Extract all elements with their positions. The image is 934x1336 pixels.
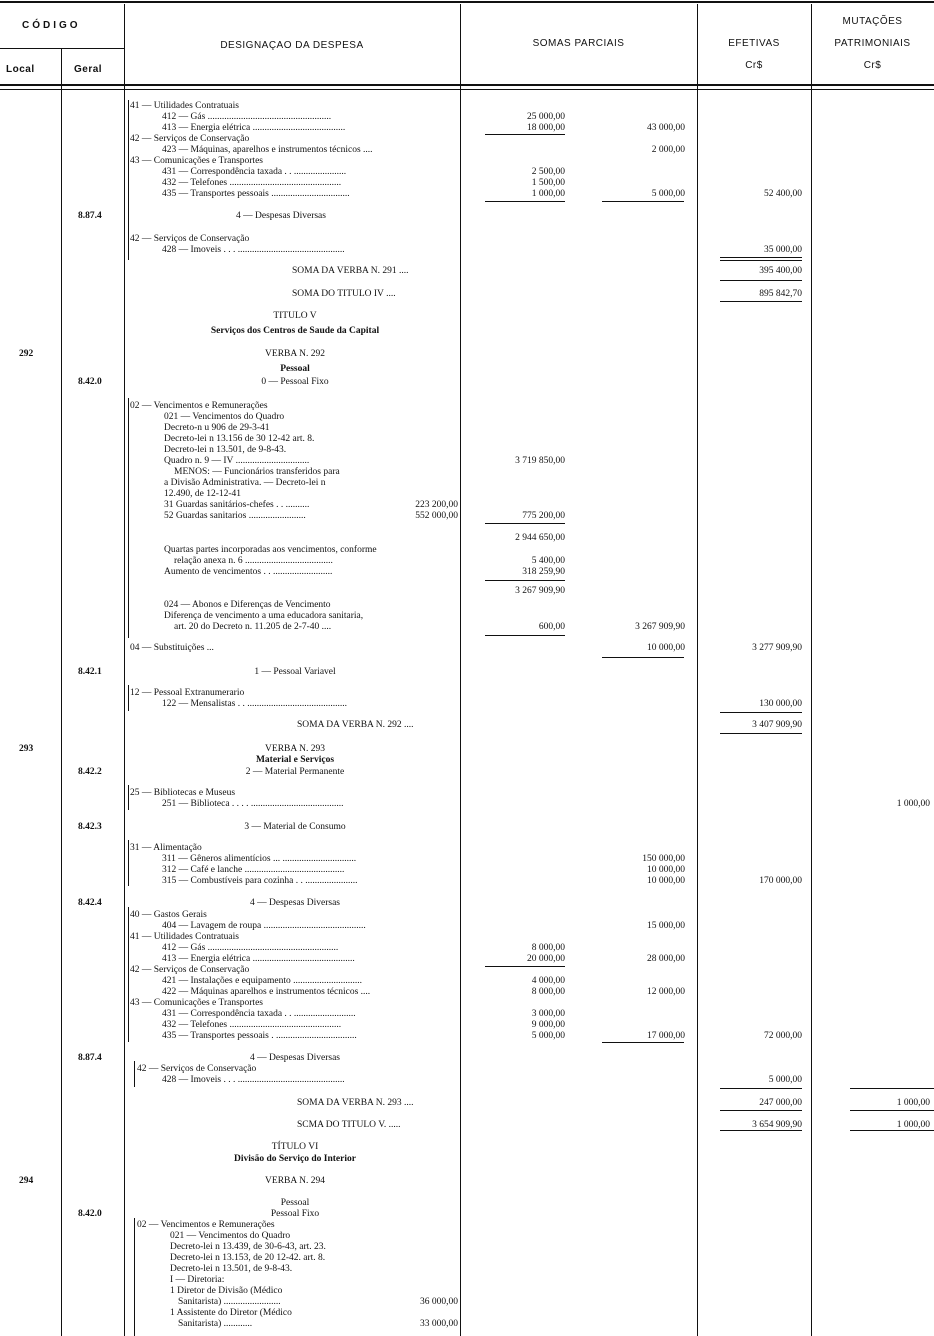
partial-sum-1: 18 000,00 (527, 123, 565, 133)
row-description: 42 — Serviços de Conservação (130, 134, 250, 144)
sum-rule (720, 280, 802, 281)
row-description: 1 Diretor de Divisão (Médico (170, 1286, 283, 1296)
geral-code: 8.42.1 (78, 667, 102, 677)
row-description: Sanitarista) ............ (178, 1319, 253, 1329)
local-code: 294 (19, 1176, 34, 1186)
sum-rule (850, 1110, 934, 1111)
partial-sum-2: 10 000,00 (647, 876, 685, 886)
inline-amount: 36 000,00 (420, 1297, 458, 1307)
header-somas-parciais: SOMAS PARCIAIS (532, 38, 625, 49)
col-divider-local (61, 48, 62, 1336)
row-heading: 1 — Pessoal Variavel (254, 667, 336, 677)
partial-sum-2: 10 000,00 (647, 643, 685, 653)
partial-sum-2: 150 000,00 (642, 854, 685, 864)
row-heading: TITULO V (273, 311, 317, 321)
geral-code: 8.87.4 (78, 1053, 102, 1063)
row-description: SOMA DA VERBA N. 293 .... (297, 1098, 414, 1108)
partial-sum-1: 3 719 850,00 (515, 456, 565, 466)
partial-sum-2: 43 000,00 (647, 123, 685, 133)
row-description: 315 — Combustíveis para cozinha . . ...................... (162, 876, 358, 886)
row-description: I — Diretoria: (170, 1275, 225, 1285)
sum-rule (720, 733, 802, 734)
header-mutacoes-unit: Cr$ (863, 60, 882, 71)
row-description: SCMA DO TITULO V. ..... (297, 1120, 401, 1130)
row-description: 31 Guardas sanitários-chefes . . .......... (164, 500, 310, 510)
header-patrimoniais: PATRIMONIAIS (834, 38, 911, 49)
partial-sum-1: 2 944 650,00 (515, 533, 565, 543)
row-description: 428 — Imoveis . . . ............................................. (162, 1075, 345, 1085)
row-heading: VERBA N. 292 (265, 349, 325, 359)
sum-rule (720, 1110, 802, 1111)
col-divider-designacao (460, 4, 461, 1336)
efetivas-amount: 395 400,00 (759, 266, 802, 276)
row-heading: Serviços dos Centros de Saude da Capital (210, 326, 380, 336)
efetivas-amount: 52 400,00 (764, 189, 802, 199)
col-divider-efetivas (811, 4, 812, 1336)
row-description: 42 — Serviços de Conservação (130, 965, 250, 975)
row-description: 413 — Energia elétrica ........................................... (162, 954, 355, 964)
partial-sum-2: 15 000,00 (647, 921, 685, 931)
row-description: 432 — Telefones ............................................... (162, 178, 342, 188)
row-heading: 0 — Pessoal Fixo (261, 377, 329, 387)
partial-sum-1: 5 400,00 (531, 556, 565, 566)
row-description: Decreto-lei n 13.153, de 20 12-42. art. 8. (170, 1253, 326, 1263)
row-description: 024 — Abonos e Diferenças de Vencimento (164, 600, 331, 610)
geral-code: 8.87.4 (78, 211, 102, 221)
sum-rule (485, 635, 565, 636)
row-description: 31 — Alimentação (130, 843, 202, 853)
local-code: 293 (19, 744, 34, 754)
inline-amount: 552 000,00 (415, 511, 458, 521)
inline-amount: 223 200,00 (415, 500, 458, 510)
row-heading: 4 — Despesas Diversas (250, 1053, 340, 1063)
row-description: 421 — Instalações e equipamento ............................. (162, 976, 362, 986)
header-bottom-rule (0, 84, 934, 86)
inline-amount: 33 000,00 (420, 1319, 458, 1329)
row-description: 412 — Gás .................................................... (162, 112, 332, 122)
row-description: 12.490, de 12-12-41 (164, 489, 242, 499)
row-heading: Material e Serviços (255, 755, 335, 765)
partial-sum-2: 28 000,00 (647, 954, 685, 964)
row-heading: Pessoal (280, 364, 310, 374)
sum-rule (485, 580, 565, 581)
row-description: Decreto-n u 906 de 29-3-41 (164, 423, 270, 433)
row-heading: 2 — Material Permanente (245, 767, 345, 777)
bracket-line (134, 1061, 135, 1087)
bracket-line (128, 840, 129, 886)
geral-code: 8.42.4 (78, 898, 102, 908)
row-description: 40 — Gastos Gerais (130, 910, 207, 920)
header-codigo: CÓDIGO (22, 20, 81, 31)
row-description: 423 — Máquinas, aparelhos e instrumentos técnicos .... (162, 145, 373, 155)
bracket-line (128, 398, 129, 638)
partial-sum-1: 775 200,00 (522, 511, 565, 521)
bracket-line (134, 1218, 135, 1336)
header-efetivas: EFETIVAS (728, 38, 780, 49)
top-rule (0, 1, 934, 3)
row-description: 25 — Bibliotecas e Museus (130, 788, 236, 798)
local-code: 292 (19, 349, 34, 359)
codigo-divider (0, 48, 124, 49)
row-description: Decreto-lei n 13.501, de 9-8-43. (164, 445, 287, 455)
row-description: 311 — Gêneros alimentícios ... ............................... (162, 854, 357, 864)
efetivas-amount: 3 277 909,90 (752, 643, 802, 653)
sum-rule (720, 260, 802, 261)
row-description: 404 — Lavagem de roupa ........................................... (162, 921, 366, 931)
row-description: 02 — Vencimentos e Remunerações (130, 401, 268, 411)
row-description: Decreto-lei n 13.156 de 30 12-42 art. 8. (164, 434, 315, 444)
row-description: 412 — Gás ....................................................... (162, 943, 339, 953)
partial-sum-2: 5 000,00 (651, 189, 685, 199)
mutacoes-amount: 1 000,00 (896, 1098, 930, 1108)
row-description: 422 — Máquinas aparelhos e instrumentos técnicos .... (162, 987, 371, 997)
row-description: 431 — Correspondência taxada . . ...................... (162, 167, 347, 177)
row-description: 41 — Utilidades Contratuais (130, 101, 239, 111)
row-description: 12 — Pessoal Extranumerario (130, 688, 245, 698)
row-description: 42 — Serviços de Conservação (130, 234, 250, 244)
partial-sum-2: 10 000,00 (647, 865, 685, 875)
row-heading: Divisão do Serviço do Interior (234, 1154, 356, 1164)
row-description: 435 — Transportes pessoais ................................. (162, 189, 350, 199)
efetivas-amount: 3 654 909,90 (752, 1120, 802, 1130)
partial-sum-1: 2 500,00 (531, 167, 565, 177)
efetivas-amount: 5 000,00 (768, 1075, 802, 1085)
sum-rule (720, 301, 802, 302)
row-heading: 3 — Material de Consumo (244, 822, 346, 832)
partial-sum-2: 3 267 909,90 (635, 622, 685, 632)
partial-sum-1: 9 000,00 (531, 1020, 565, 1030)
header-efetivas-unit: Cr$ (745, 60, 763, 71)
header-mutacoes: MUTAÇÕES (842, 16, 903, 27)
row-heading: TÍTULO VI (271, 1142, 319, 1152)
row-description: 1 Assistente do Diretor (Médico (170, 1308, 292, 1318)
mutacoes-amount: 1 000,00 (896, 1120, 930, 1130)
partial-sum-1: 5 000,00 (531, 1031, 565, 1041)
row-description: 428 — Imoveis . . . ............................................. (162, 245, 345, 255)
sum-rule (485, 966, 565, 967)
row-description: Quadro n. 9 — IV ............................... (164, 456, 310, 466)
row-description: a Divisão Administrativa. — Decreto-lei n (164, 478, 326, 488)
partial-sum-1: 20 000,00 (527, 954, 565, 964)
geral-code: 8.42.0 (78, 1209, 102, 1219)
mutacoes-amount: 1 000,00 (896, 799, 930, 809)
header-designacao: DESIGNAÇAO DA DESPESA (220, 40, 364, 51)
bracket-line (128, 685, 129, 711)
partial-sum-1: 8 000,00 (531, 987, 565, 997)
efetivas-amount: 247 000,00 (759, 1098, 802, 1108)
partial-sum-1: 8 000,00 (531, 943, 565, 953)
sum-rule (485, 201, 565, 202)
partial-sum-2: 17 000,00 (647, 1031, 685, 1041)
efetivas-amount: 35 000,00 (764, 245, 802, 255)
row-heading: 4 — Despesas Diversas (250, 898, 340, 908)
row-heading: Pessoal (280, 1198, 310, 1208)
row-description: 43 — Comunicações e Transportes (130, 998, 263, 1008)
row-description: art. 20 do Decreto n. 11.205 de 2-7-40 .... (174, 622, 332, 632)
partial-sum-1: 1 500,00 (531, 178, 565, 188)
row-description: Aumento de vencimentos . . ......................... (164, 567, 333, 577)
partial-sum-2: 12 000,00 (647, 987, 685, 997)
row-description: 251 — Biblioteca . . . . ....................................... (162, 799, 344, 809)
efetivas-amount: 3 407 909,90 (752, 720, 802, 730)
sum-rule (720, 257, 802, 258)
row-heading: Pessoal Fixo (270, 1209, 320, 1219)
row-description: Decreto-lei n 13.439, de 30-6-43, art. 23. (170, 1242, 326, 1252)
row-description: 021 — Vencimentos do Quadro (164, 412, 285, 422)
row-description: 43 — Comunicações e Transportes (130, 156, 263, 166)
sum-rule (602, 657, 684, 658)
row-description: Sanitarista) ........................ (178, 1297, 281, 1307)
efetivas-amount: 72 000,00 (764, 1031, 802, 1041)
row-description: 42 — Serviços de Conservação (137, 1064, 257, 1074)
row-heading: VERBA N. 293 (265, 744, 325, 754)
row-description: 52 Guardas sanitarios ........................ (164, 511, 306, 521)
partial-sum-1: 318 259,90 (522, 567, 565, 577)
row-description: 4 — Despesas Diversas (236, 211, 326, 221)
geral-code: 8.42.3 (78, 822, 102, 832)
row-description: relação anexa n. 6 ..................................... (174, 556, 333, 566)
row-description: 02 — Vencimentos e Remunerações (137, 1220, 275, 1230)
partial-sum-1: 3 267 909,90 (515, 586, 565, 596)
sum-rule (602, 201, 684, 202)
bracket-line (128, 907, 129, 1042)
row-description: SOMA DA VERBA N. 292 .... (297, 720, 414, 730)
row-description: SOMA DA VERBA N. 291 .... (292, 266, 409, 276)
geral-code: 8.42.2 (78, 767, 102, 777)
efetivas-amount: 895 842,70 (759, 289, 802, 299)
sum-rule (485, 523, 565, 524)
bracket-line (128, 100, 129, 260)
row-description: 432 — Telefones ............................................... (162, 1020, 342, 1030)
row-description: 41 — Utilidades Contratuais (130, 932, 239, 942)
efetivas-amount: 130 000,00 (759, 699, 802, 709)
sum-rule (602, 1042, 684, 1043)
col-divider-somas (697, 4, 698, 1336)
row-description: Diferença de vencimento a uma educadora sanitaria, (164, 611, 364, 621)
row-heading: VERBA N. 294 (265, 1176, 325, 1186)
partial-sum-1: 600,00 (538, 622, 565, 632)
row-description: Quartas partes incorporadas aos vencimentos, conforme (164, 545, 377, 555)
row-description: 312 — Café e lanche .......................................... (162, 865, 345, 875)
sum-rule (850, 1088, 934, 1089)
col-divider-geral (124, 4, 125, 1336)
row-description: SOMA DO TITULO IV .... (292, 289, 396, 299)
row-description: MENOS: — Funcionários transferidos para (174, 467, 340, 477)
bracket-line (128, 785, 129, 810)
partial-sum-1: 1 000,00 (531, 189, 565, 199)
partial-sum-1: 25 000,00 (527, 112, 565, 122)
row-description: 435 — Transportes pessoais . .................................. (162, 1031, 357, 1041)
sum-rule (485, 134, 565, 135)
sum-rule (720, 712, 802, 713)
row-description: Decreto-lei n 13.501, de 9-8-43. (170, 1264, 293, 1274)
partial-sum-1: 3 000,00 (531, 1009, 565, 1019)
partial-sum-2: 2 000,00 (651, 145, 685, 155)
row-description: 021 — Vencimentos do Quadro (170, 1231, 291, 1241)
efetivas-amount: 170 000,00 (759, 876, 802, 886)
geral-code: 8.42.0 (78, 377, 102, 387)
header-geral: Geral (74, 64, 103, 75)
header-bottom-rule-2 (0, 89, 934, 90)
row-description: 431 — Correspondência taxada . . .......................... (162, 1009, 356, 1019)
header-local: Local (6, 64, 35, 75)
partial-sum-1: 4 000,00 (531, 976, 565, 986)
sum-rule (720, 1088, 802, 1089)
row-description: 122 — Mensalistas . . .......................................... (162, 699, 347, 709)
row-description: 04 — Substituições ... (130, 643, 214, 653)
row-description: 413 — Energia elétrica ....................................... (162, 123, 346, 133)
